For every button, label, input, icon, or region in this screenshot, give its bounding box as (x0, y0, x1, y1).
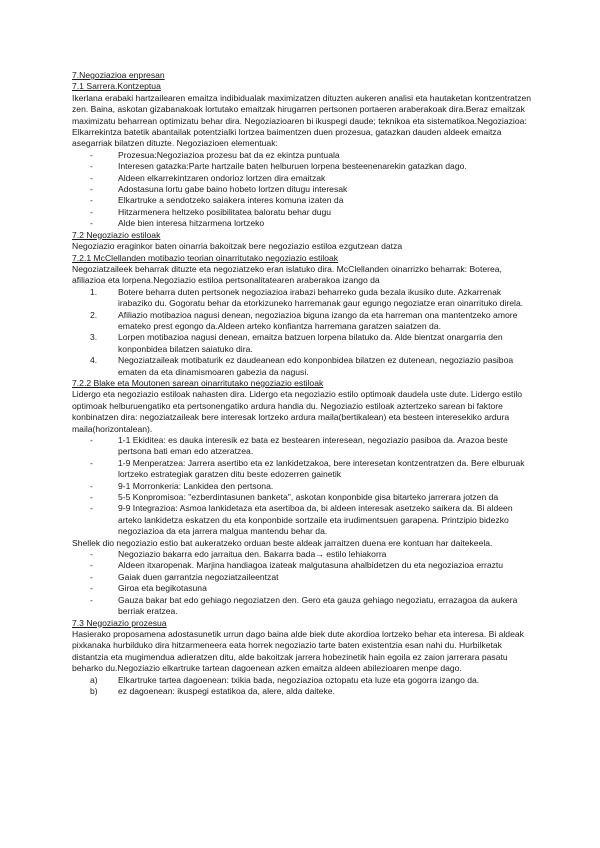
list-item: - 9-9 Integrazioa: Asmoa lankidetaza eta asertiboa da, bi aldeen interesak asetzeko saikera da. Bi aldeen arteko lankidetza eskatzen du eta konponbide sortzaile eta irudimentsuen garapena. Printzipio bidezko negoziazioa da eta jarrera malgua mantendu behar da. (72, 503, 532, 537)
list-item-text: Negoziatzaileak motibaturik ez daudeanean edo konponbidea bilatzen ez dutenean, negoziazio pasiboa ematen da eta dinamismoaren gabezia da nagusi. (118, 355, 514, 377)
section-7-2-2-paragraph: Lidergo eta negoziazio estiloak nahasten dira. Lidergo eta negoziazio estilo optimoak daudela uste dute. Lidergo estilo optimoak helburuengatiko eta pertsonengatiko ardura handia du. Negoziazio estiloak aztertzeko sarean bi faktore konbinatzen dira: negoziatzaileak bere interesak lortzeko ardura maila(bertikalean) eta besteen interesekiko ardura maila(horizontalean). (72, 389, 523, 434)
section-7-1-title: 7.1 Sarrera.Kontzeptua (72, 81, 161, 92)
section-7-2-1-list (72, 287, 532, 378)
list-item: - Alde bien interesa hitzarmena lortzeko (72, 218, 532, 229)
list-item: - Hitzarmenera heltzeko posibilitatea baloratu behar dugu (72, 207, 532, 218)
list-item-number: 4. (90, 355, 98, 366)
list-item: - 5-5 Konpromisoa: "ezberdintasunen banketa", askotan konponbide gisa bitarteko jarrerara jotzen da (72, 492, 532, 503)
list-item-number: a) (90, 674, 98, 685)
section-7-1-list (72, 150, 532, 230)
section-7-3-title: 7.3 Negoziazio prozesua (72, 617, 167, 628)
list-item: - Gaiak duen garrantzia negoziatzaileentzat (72, 572, 532, 583)
section-7-1-paragraph: Ikerlana erabaki hartzailearen emaitza indibidualak maximizatzen dituzten aukeren analisi eta hautaketan kontzentratzen zen. Baina, askotan gizabanakoak lortutako emaitzak hirugarren pertsonen portaeren araberakoak dira.Beraz emaitzak maximizatu beharrean optimizatu behar dira. Negoziazioaren bi ikuspegi daude; teknikoa eta sistematikoa.Negoziazioa: Elkarrekintza batetik abantailak potentzialki lortzea baimentzen duen prozesua, gatazkan dauden aldeek emaitza asegarriak bilatzen dituzte. Negoziazioen elementuak: (72, 92, 532, 149)
list-item: - 9-1 Morronkeria: Lankidea den pertsona. (72, 481, 532, 492)
list-item: - Aldeen elkarrekintzaren ondorioz lortzen dira emaitzak (72, 173, 532, 184)
section-7-3-paragraph: Hasierako proposamena adostasunetik urrun dago baina alde biek dute akordioa lortzeko behar eta interesa. Bi aldeak pixkanaka hurbilduko dira hitzarmeneera eata horrek negoziazio tarte baten existentzia esan nahi du. Hurbilketak distantzia eta mugimendua adieratzen ditu, alde bakoitzak jarrera hobezinetik hain egoila ez zaion jarrerara pasatu beharko du.Negoziazio elkartruke tartean dagoenean azken emaitza aldeen abilezioaren menpe dago. (72, 628, 524, 674)
list-item: - Aldeen itxaropenak. Marjina handiagoa izateak malgutasuna ahalbidetzen du eta negoziazioa erraztu (72, 560, 532, 571)
list-item-text: Afiliazio motibazioa nagusi denean, negoziazioa biguna izango da eta harreman ona mantentzeko amore emateko prest egongo da.Aldeen arteko konfiantza harremana garatzen saiatzen da. (118, 309, 518, 331)
list-item-number: b) (90, 685, 98, 696)
list-item: - Interesen gatazka:Parte hartzaile baten helburuen lorpena besteenenarekin gatazkan dago. (72, 161, 532, 172)
list-item (72, 287, 532, 310)
list-item-text: ez dagoenean: ikuspegi estatikoa da, alere, alda daiteke. (118, 685, 335, 696)
list-item (72, 332, 532, 355)
list-item: - 1-1 Ekiditea: es dauka interesik ez bata ez bestearen interesean, negoziazio pasiboa da. Arazoa beste pertsona bati eman edo atzeratzea. (72, 435, 532, 458)
list-item: - Negoziazio bakarra edo jarraitua den. Bakarra bada→ estilo lehiakorra (72, 549, 532, 560)
section-7-2-title: 7.2 Negoziazio estiloak (72, 229, 161, 240)
list-item: - Prozesua:Negoziazioa prozesu bat da ez ekintza puntuala (72, 150, 532, 161)
document-page (72, 70, 532, 697)
list-item-text: Botere beharra duten pertsonek negoziazioa irabazi beharreko guda bezala ikusiko dute. Azkarrenak irabaziko du. Gogoratu behar da etorkizuneko harremanak gaur egungo negoziatze eran oinarrituko direla. (118, 286, 524, 309)
section-7-2-2-list (72, 435, 532, 538)
section-7-2-2-paragraph-2: Shellek dio negoziazio estio bat aukeratzeko orduan beste aldeak jarraitzen duena ere kontuan har daitekeela. (72, 537, 493, 548)
list-item-text: Elkartruke tartea dagoenean: txikia bada, negoziazioa oztopatu eta luze eta gogorra izango da. (118, 674, 480, 685)
section-7-2-paragraph: Negoziazio eraginkor baten oinarria bakoitzak bere negoziazio estiloa ezgutzean datza (72, 241, 403, 252)
list-item: - Giroa eta begikotasuna (72, 583, 532, 594)
list-item (72, 686, 532, 697)
section-7-2-2-title: 7.2.2 Blake eta Moutonen sarean oinarritutako negoziazio estiloak (72, 377, 324, 388)
list-item (72, 310, 532, 333)
section-7-2-1-paragraph: Negoziatzaileek beharrak dituzte eta negoziatzeko eran islatuko dira. McClellanden oinarrizko beharrak: Boterea, afiliazioa eta lorpena.Negoziazio estiloa pertsonalitatearen araberakoa izango da (72, 263, 502, 286)
list-item-number: 3. (90, 332, 98, 343)
list-item (72, 675, 532, 686)
list-item-number: 1. (90, 286, 98, 297)
section-7-2-1-title: 7.2.1 McClellanden motibazio teorian oinarritutako negoziazio estiloak (72, 252, 339, 263)
list-item (72, 355, 532, 378)
section-7-title: 7.Negoziazioa enpresan (72, 70, 165, 80)
section-7-3-list (72, 675, 532, 698)
list-item: - Gauza bakar bat edo gehiago negoziatzen den. Gero eta gauza gehiago negoziatu, errazagoa da aukera berriak eratzea. (72, 595, 532, 618)
list-item: - Elkartruke a sendotzeko saiakera interes komuna izaten da (72, 195, 532, 206)
list-item-number: 2. (90, 309, 98, 320)
list-item-text: Lorpen motibazioa nagusi denean, emaitza batzuen lorpena bilatuko da. Alde bientzat onargarria den konponbidea bilatzen saiatuko dira. (118, 332, 503, 354)
list-item: - Adostasuna lortu gabe baino hobeto lortzen ditugu interesak (72, 184, 532, 195)
section-7-2-2-list-2 (72, 549, 532, 617)
list-item: - 1-9 Menperatzea: Jarrera asertibo eta ez lankidetzakoa, bere interesetan kontzentratzen da. Bere elburuak lortzeko estrategiak garatzen ditu beste edozerren gainetik (72, 458, 532, 481)
